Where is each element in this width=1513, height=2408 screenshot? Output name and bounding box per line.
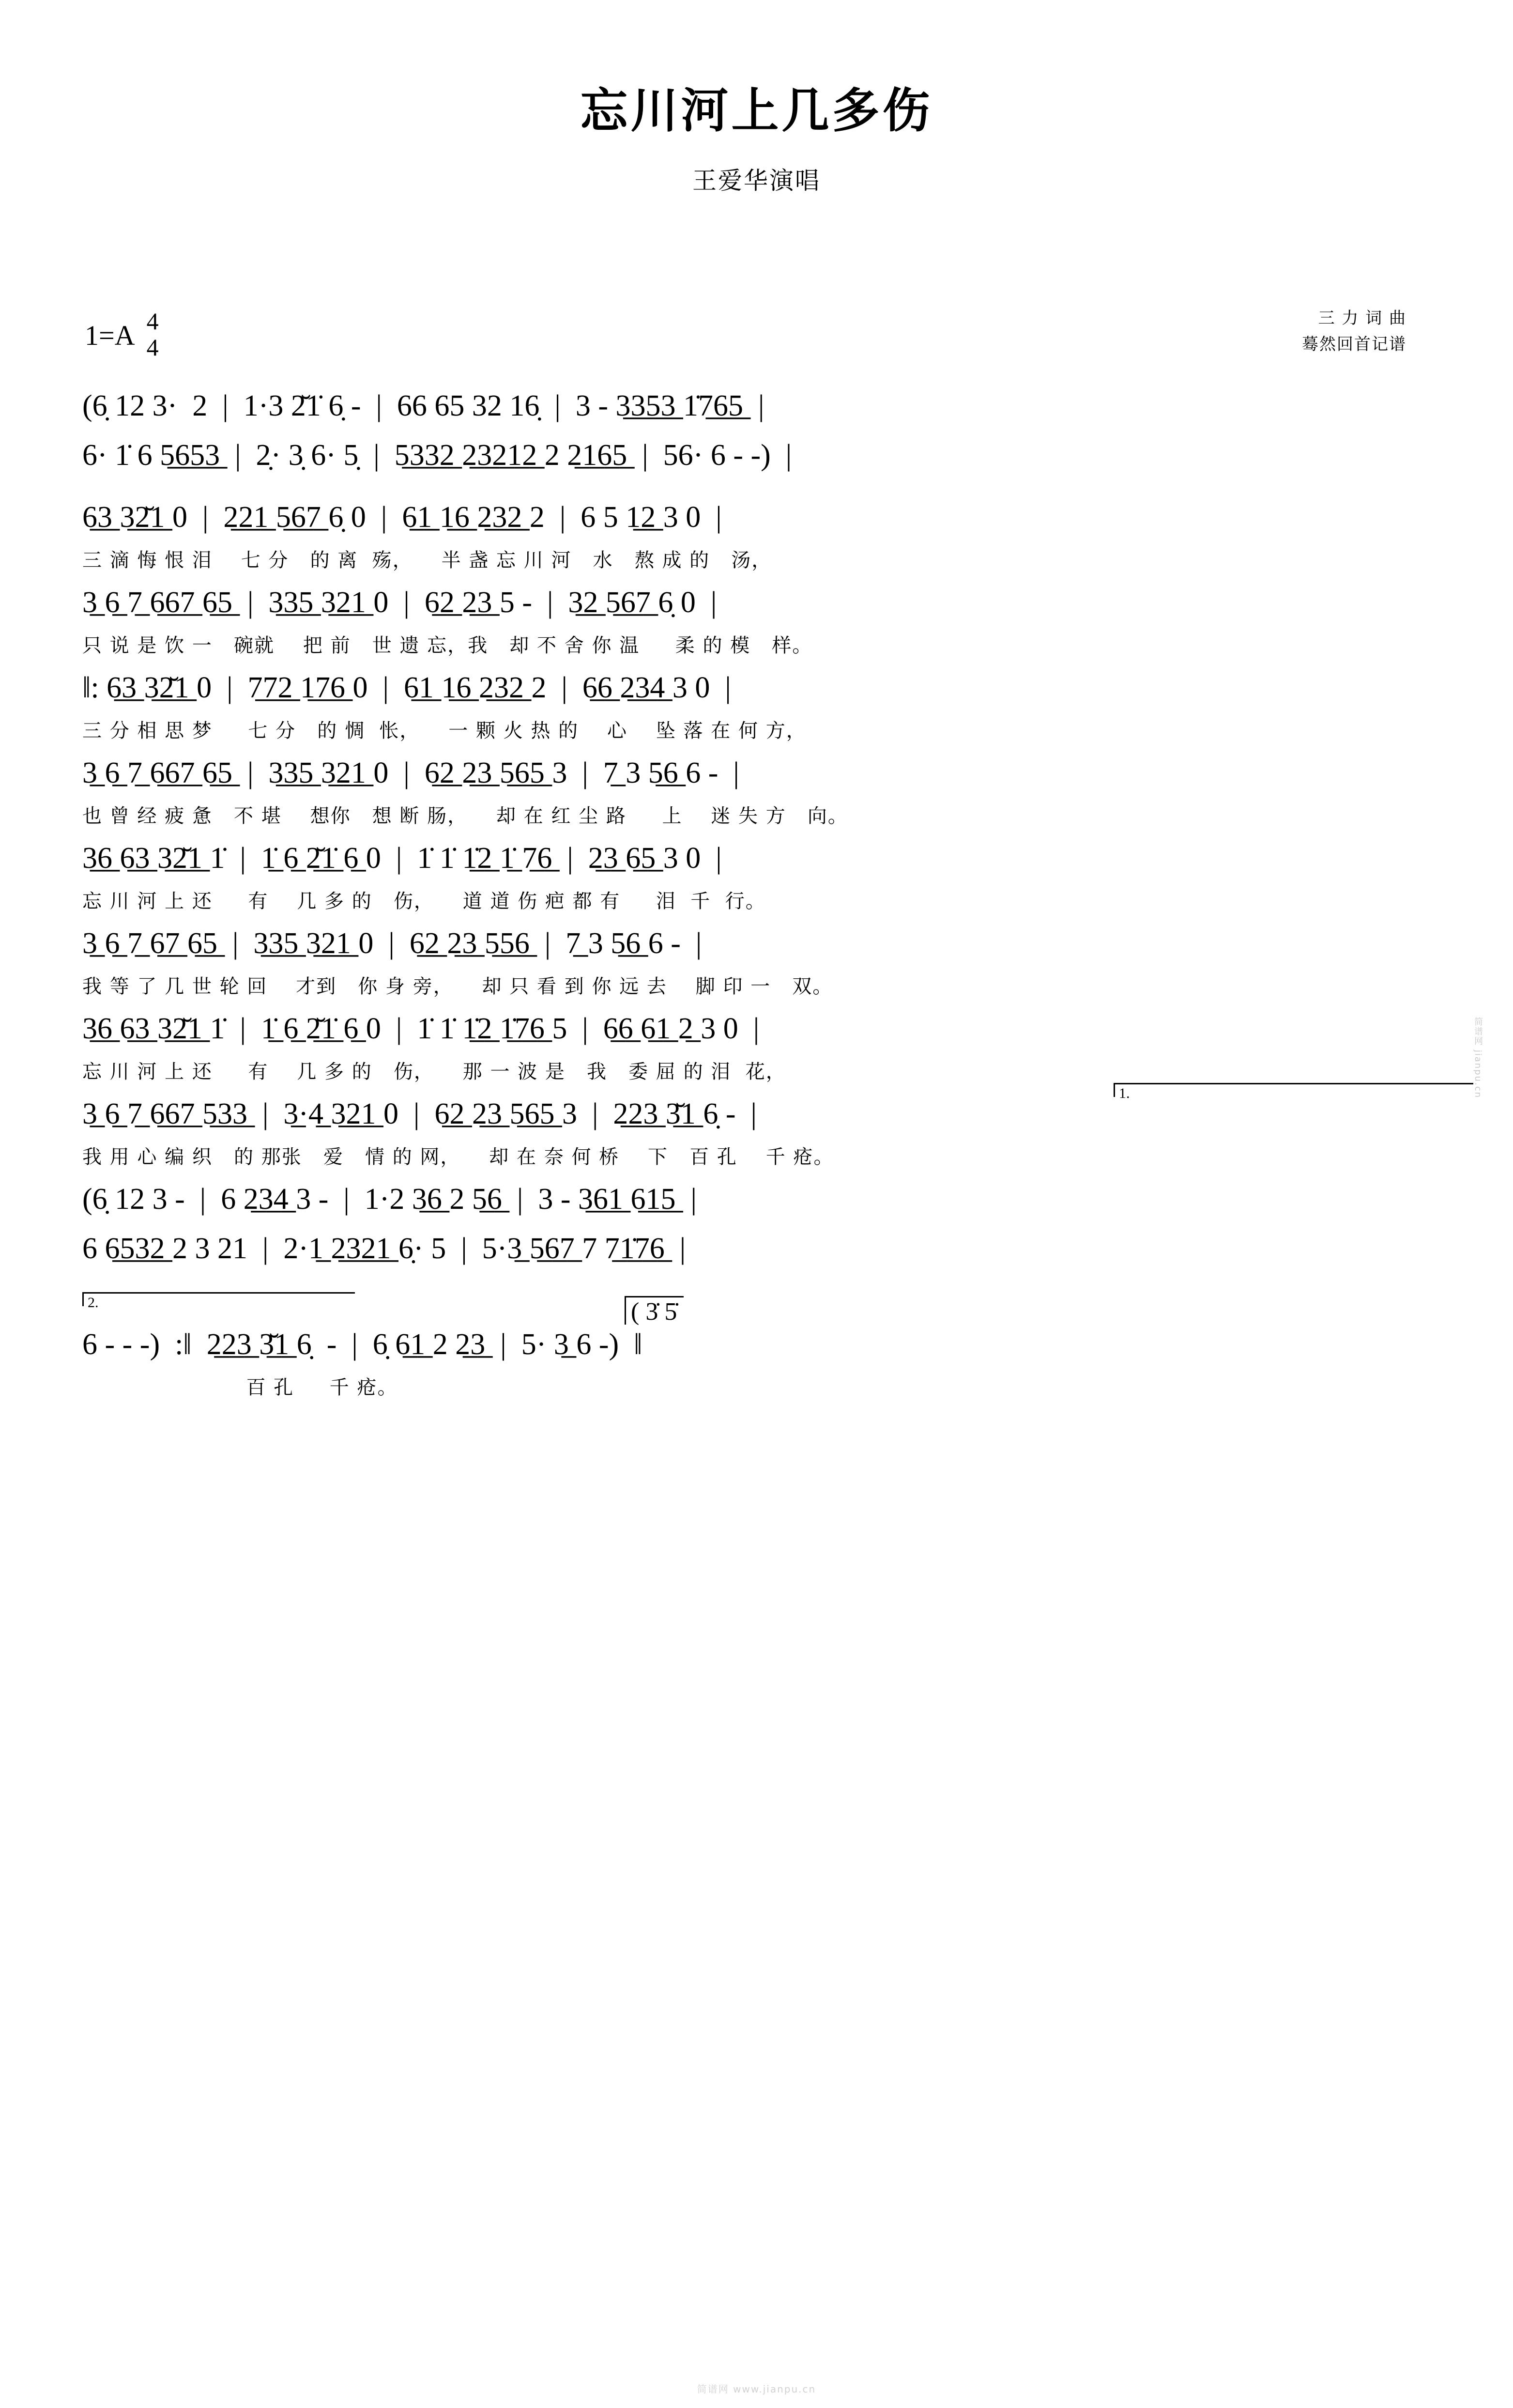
music-system — [82, 750, 1431, 835]
lyrics-line: 只 说 是 饮 一 碗就 把 前 世 遗 忘，我 却 不 舍 你 温 柔 的 模 样。 — [82, 634, 813, 657]
sheet-music-page — [0, 73, 1513, 2408]
credits — [1302, 305, 1406, 358]
credit-transcriber: 蓦然回首记谱 — [1302, 335, 1406, 355]
time-signature — [147, 309, 159, 359]
footer-watermark: 简谱网 www.jianpu.cn — [697, 2383, 816, 2395]
notation-line: 3̲ 6̲ 7̲ 6̲7̲ 6̲5̲ | 3̲3̲5̲ 3̲2̲1̲ 0 | 6̲2̲ 2̲3̲ 5̲5̲6̲ | 7̲ 3 5̲6̲ 6 - | — [82, 927, 702, 960]
second-ending-label: 2. — [88, 1295, 99, 1311]
music-system — [82, 494, 1431, 579]
lyrics-line: 百 孔 千 疮。 — [82, 1376, 398, 1399]
lyrics-line: 三 分 相 思 梦 七 分 的 惆 怅， 一 颗 火 热 的 心 坠 落 在 何 方， — [82, 719, 807, 742]
music-system — [82, 1225, 1431, 1275]
notation-line: (6̣ 12 3 - | 6 2̲3̲4̲ 3 - | 1·2 3̲6̲ 2 5̲6̲ | 3 - 3̲6̲1̲ 6̲1̲5̲ | — [82, 1183, 697, 1216]
watermark: 简谱网 jianpu.cn — [1473, 1017, 1483, 1099]
first-ending-label: 1. — [1119, 1085, 1130, 1101]
notation-line: 6 6̲5̲3̲2̲ 2 3 21 | 2·1̲ 2̲3̲2̲1̲ 6̣· 5 | 5·3̲ 5̲6̲7̲ 7 7̲1̲̇7̲6̲ | — [82, 1232, 686, 1265]
notation-line: 6· 1̇ 6 5̲6̲5̲3̲ | 2̣· 3̣ 6· 5̣ | 5̲3̲3̲2̲ 2̲3̲2̲1̲2̲ 2 2̲1̲6̲5̲ | 56· 6 - -) | — [82, 439, 792, 472]
lyrics-line: 三 滴 悔 恨 泪 七 分 的 离 殇， 半 盏 忘 川 河 水 熬 成 的 汤， — [82, 549, 772, 571]
notation-line: 3̲6̲ 6̲3̲ 3̲2̲̆1̲ 1̇ | 1̲̇ 6̲ 2̲̆1̲̇ 6̲ 0 | 1̇ 1̇ 1̲̇2̲ 1̲̇ 7̲6̲ | 2̲3̲ 6̲5̲ 3 0 | — [82, 842, 722, 875]
notation-line: 3̲6̲ 6̲3̲ 3̲2̲̆1̲ 1̇ | 1̲̇ 6̲ 2̲̆1̲̇ 6̲ 0 | 1̇ 1̇ 1̲̇2̲ 1̲̇7̲6̲ 5 | 6̲6̲ 6̲1̲ 2̲ 3 0 | — [82, 1012, 760, 1045]
time-signature-numerator: 4 — [146, 308, 159, 335]
first-ending-bracket — [1114, 1083, 1473, 1101]
music-system-final — [82, 1287, 1431, 1406]
notation-line: 6 - - -) :‖ 2̲2̲3̲ 3̲̆1̲ 6̣ - | 6̣ 6̲1̲ 2 2̲3̲ | 5· 3̲ 6 -) ‖ — [82, 1328, 642, 1361]
score-body — [0, 383, 1513, 1406]
second-ending-bracket — [82, 1292, 355, 1311]
music-system — [82, 1176, 1431, 1225]
music-system — [82, 383, 1431, 432]
credit-composer: 三 力 词 曲 — [1318, 309, 1406, 328]
key-label: 1=A — [85, 319, 135, 351]
notation-line: 6̲3̲ 3̲2̲̆1̲ 0 | 2̲2̲1̲ 5̲6̲7̲ 6̣ 0 | 6̲1̲ 1̲6̲ 2̲3̲2̲ 2 | 6 5 1̲2̲ 3 0 | — [82, 501, 722, 534]
lyrics-line: 也 曾 经 疲 惫 不 堪 想你 想 断 肠， 却 在 红 尘 路 上 迷 失 方 向。 — [82, 804, 848, 827]
lyrics-line: 忘 川 河 上 还 有 几 多 的 伤， 道 道 伤 疤 都 有 泪 千 行。 — [82, 890, 766, 912]
notation-line: (6̣ 12 3· 2 | 1·3 2̆1̇ 6̣ - | 66 65 32 16̣ | 3 - 3̲3̲5̲3̲ 1̇7̲6̲5̲ | — [82, 389, 764, 422]
page-title: 忘川河上几多伤 — [580, 83, 933, 139]
music-system — [82, 664, 1431, 750]
music-system — [82, 920, 1431, 1005]
key-signature — [85, 310, 159, 360]
notation-line: 3̲ 6̲ 7̲ 6̲6̲7̲ 6̲5̲ | 3̲3̲5̲ 3̲2̲1̲ 0 | 6̲2̲ 2̲3̲ 5̲6̲5̲ 3 | 7̲ 3 5̲6̲ 6 - | — [82, 756, 739, 789]
bracket-annotation: ( 3̇ 5̇ — [625, 1296, 684, 1325]
music-system — [82, 835, 1431, 920]
lyrics-line: 我 等 了 几 世 轮 回 才到 你 身 旁， 却 只 看 到 你 远 去 脚 印 一 双。 — [82, 975, 833, 998]
music-system — [82, 1005, 1431, 1091]
notation-line: 3̲ 6̲ 7̲ 6̲6̲7̲ 6̲5̲ | 3̲3̲5̲ 3̲2̲1̲ 0 | 6̲2̲ 2̲3̲ 5 - | 3̲2̲ 5̲6̲7̲ 6̣ 0 | — [82, 586, 717, 619]
lyrics-line: 我 用 心 编 织 的 那张 爱 情 的 网， 却 在 奈 何 桥 下 百 孔 千 疮。 — [82, 1145, 834, 1168]
notation-line: ‖: 6̲3̲ 3̲2̲̆1̲ 0 | 7̲7̲2̲ 1̲7̲6̲ 0 | 6̲1̲ 1̲6̲ 2̲3̲2̲ 2 | 6̲6̲ 2̲3̲4̲ 3 0 | — [82, 671, 731, 704]
notation-line: 3̲ 6̲ 7̲ 6̲6̲7̲ 5̲3̲3̲ | 3̲·4̲ 3̲2̲1̲ 0 | 6̲2̲ 2̲3̲ 5̲6̲5̲ 3 | 2̲2̲3̲ 3̲̆1̲ 6̣ - | — [82, 1097, 757, 1130]
music-system — [82, 432, 1431, 481]
time-signature-denominator: 4 — [146, 334, 159, 361]
music-system — [82, 579, 1431, 664]
singer-label: 王爱华演唱 — [692, 167, 821, 195]
music-system — [82, 1085, 1431, 1176]
lyrics-line: 忘 川 河 上 还 有 几 多 的 伤， 那 一 波 是 我 委 屈 的 泪 花， — [82, 1060, 786, 1083]
